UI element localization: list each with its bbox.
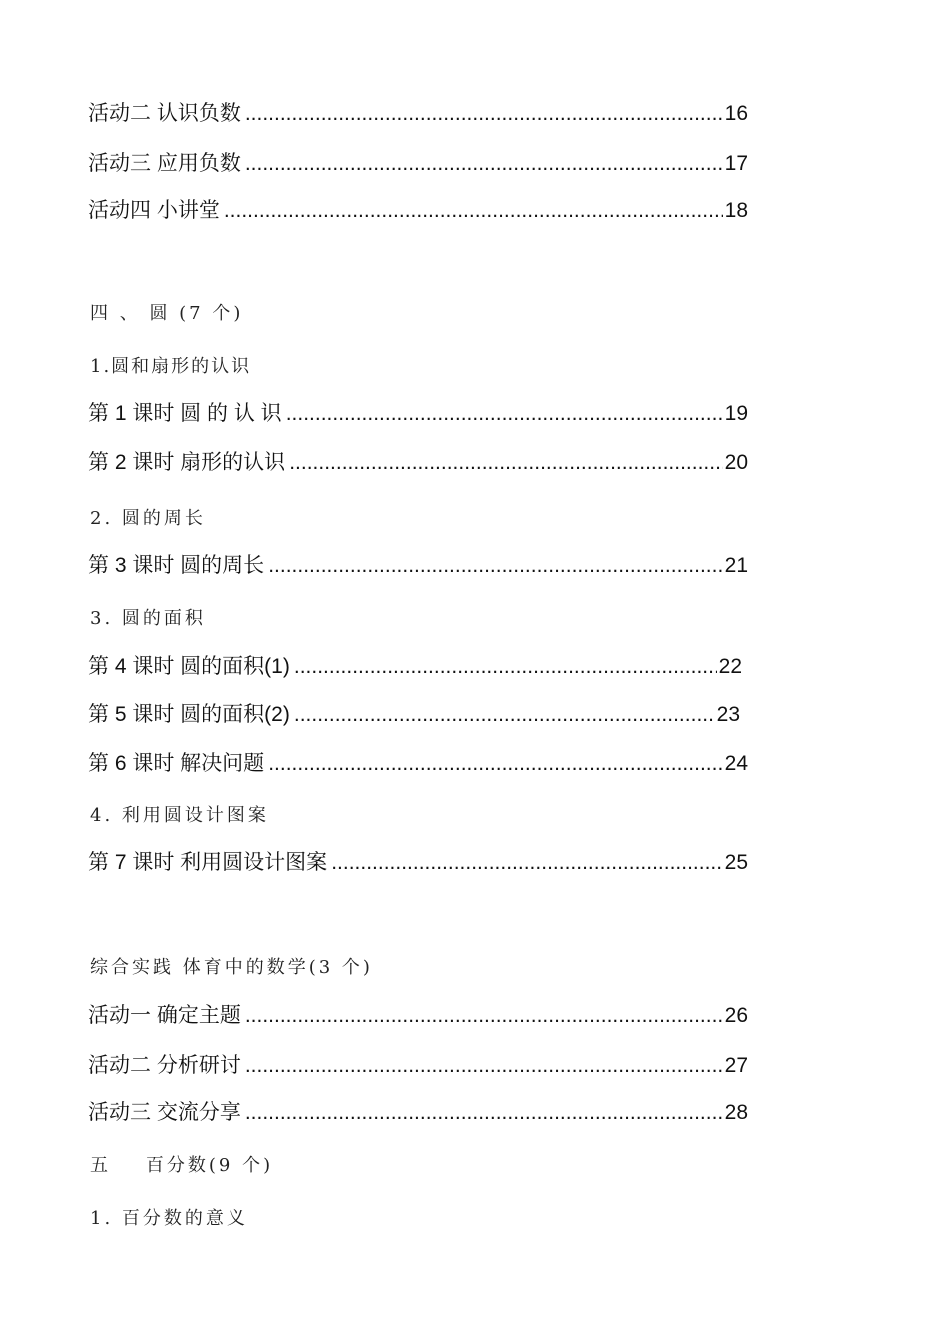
- unit-4-section-3-heading: 3. 圆的面积: [90, 608, 206, 629]
- toc-entry-label: 活动二 认识负数: [88, 102, 241, 125]
- toc-entry-label: 第 2 课时 扇形的认识: [88, 451, 286, 474]
- dot-leader: [294, 653, 717, 681]
- toc-entry-lesson-3[interactable]: [88, 552, 748, 580]
- toc-entry-lesson-4[interactable]: [88, 653, 742, 681]
- toc-entry-label: 活动四 小讲堂: [88, 199, 220, 222]
- toc-entry-practice-activity-2[interactable]: [88, 1052, 748, 1080]
- toc-entry-label: 第 4 课时 圆的面积(1): [88, 655, 290, 678]
- toc-entry-activity-3[interactable]: [88, 150, 748, 178]
- dot-leader: [289, 449, 722, 477]
- toc-entry-lesson-7[interactable]: [88, 849, 748, 877]
- dot-leader: [245, 1099, 723, 1127]
- toc-entry-practice-activity-3[interactable]: [88, 1099, 748, 1127]
- toc-entry-label: 第 7 课时 利用圆设计图案: [88, 851, 328, 874]
- unit-4-section-4-heading: 4. 利用圆设计图案: [90, 805, 269, 826]
- unit-5-section-1-heading: 1. 百分数的意义: [90, 1208, 248, 1229]
- dot-leader: [224, 197, 723, 225]
- toc-page-number: 17: [724, 152, 748, 175]
- toc-page-number: 27: [724, 1054, 748, 1077]
- dot-leader: [286, 400, 723, 428]
- toc-entry-lesson-2[interactable]: [88, 449, 748, 477]
- practice-heading: 综合实践 体育中的数学(3 个): [90, 957, 373, 978]
- toc-page-number: 21: [724, 554, 748, 577]
- toc-page-number: 20: [724, 451, 748, 474]
- unit-4-heading: 四 、 圆 (7 个): [90, 303, 244, 324]
- toc-page-number: 16: [724, 102, 748, 125]
- dot-leader: [245, 1052, 723, 1080]
- toc-page-number: 28: [724, 1101, 748, 1124]
- unit-4-section-1-heading: 1.圆和扇形的认识: [90, 356, 252, 377]
- toc-page-number: 26: [724, 1004, 748, 1027]
- dot-leader: [245, 1002, 723, 1030]
- toc-entry-activity-4[interactable]: [88, 197, 748, 225]
- toc-entry-label: 活动三 交流分享: [88, 1101, 241, 1124]
- dot-leader: [245, 100, 723, 128]
- toc-entry-label: 活动三 应用负数: [88, 152, 241, 175]
- toc-entry-label: 第 3 课时 圆的周长: [88, 554, 265, 577]
- toc-page-number: 22: [718, 655, 742, 678]
- toc-entry-lesson-1[interactable]: [88, 400, 748, 428]
- toc-entry-practice-activity-1[interactable]: [88, 1002, 748, 1030]
- toc-entry-label: 活动二 分析研讨: [88, 1054, 241, 1077]
- dot-leader: [294, 701, 715, 729]
- toc-page-number: 19: [724, 402, 748, 425]
- unit-4-section-2-heading: 2. 圆的周长: [90, 508, 206, 529]
- toc-entry-label: 第 5 课时 圆的面积(2): [88, 703, 290, 726]
- toc-entry-lesson-6[interactable]: [88, 750, 748, 778]
- toc-page-number: 25: [724, 851, 748, 874]
- toc-entry-activity-2[interactable]: [88, 100, 748, 128]
- toc-page-number: 18: [724, 199, 748, 222]
- dot-leader: [245, 150, 723, 178]
- dot-leader: [268, 552, 722, 580]
- unit-5-heading: 五 百分数(9 个): [90, 1155, 274, 1176]
- toc-page-number: 24: [724, 752, 748, 775]
- toc-page-number: 23: [716, 703, 740, 726]
- toc-entry-label: 第 6 课时 解决问题: [88, 752, 265, 775]
- dot-leader: [331, 849, 722, 877]
- dot-leader: [268, 750, 722, 778]
- toc-entry-label: 第 1 课时 圆 的 认 识: [88, 402, 282, 425]
- toc-entry-label: 活动一 确定主题: [88, 1004, 241, 1027]
- toc-entry-lesson-5[interactable]: [88, 701, 740, 729]
